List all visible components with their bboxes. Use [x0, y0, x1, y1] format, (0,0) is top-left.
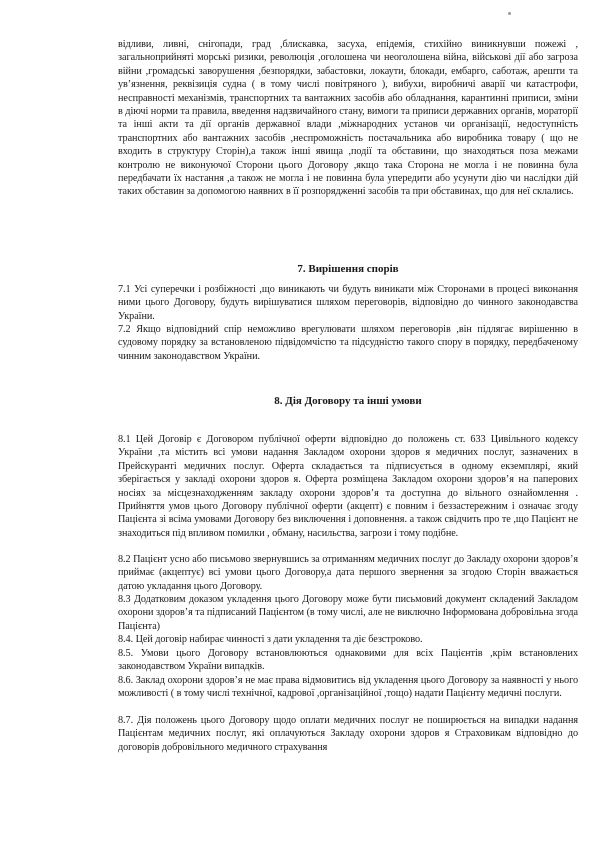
clause-8-2: 8.2 Пацієнт усно або письмово звернувшись за отриманням медичних послуг до Закладу охорони здоров’я приймає (акцептує) всі умови цього Договору,а дата першого звернення за згодою Сторін вважається датою укладання цього Договору. [118, 554, 578, 592]
clause-8-7: 8.7. Дія положень цього Договору щодо оплати медичних послуг не поширюється на випадки надання Пацієнтам медичних послуг, які оплачуються Закладу охорони здоров я Страховикам відповідно до договорів добровільного медичного страхування [118, 715, 578, 753]
clause-8-3: 8.3 Додатковим доказом укладення цього Договору може бути письмовий документ складений Закладом охорони здоров’я та підписаний Пацієнтом (в тому числі, але не виключно Інформована добровільна згода Пацієнта) [118, 594, 578, 632]
clause-8-5: 8.5. Умови цього Договору встановлюються однаковими для всіх Пацієнтів ,крім встановлених законодавством України випадків. [118, 648, 578, 673]
section-8-title: 8. Дія Договору та інші умови [274, 395, 422, 407]
scan-speck [508, 12, 511, 15]
force-majeure-paragraph: відливи, ливні, снігопади, град ,блискавка, засуха, епідемія, стихійно виникнувши пожежі , загальноприйняті морські ризики, революція ,оголошена чи неоголошена війна, військові дії або загроза війни ,громадські заворушення ,безпорядки, забастовки, локаути, блокади, ембарго, саботаж, арешти та ув’язнення, реквізиція судна ( в тому числі повітряного ), вибухи, виробничі аварії чи катастрофи, несправності механізмів, транспортних та вантажних засобів або обладнання, карантинні приписи, зміни в діючі норми та правила, введення надзвичайного стану, вимоги та приписи державних органів, мораторії та інші акти та дії органів державної влади ,міжнародних установ чи організації, недоступність транспортних або вантажних засобів ,неспроможність постачальника або виробника товару ( що не входить в структуру Сторін),а також інші явища ,події та обставини, що знаходяться поза межами контролю не виконуючої Сторони цього Договору ,якщо така Сторона не могла і не повинна була передбачати їх настання ,а також не могла і не повинна була упередити або усунути дію чи наслідки дій таких обставин за допомогою наявних в її розпорядженні засобів та при обставинах, що для неї склались. [118, 39, 578, 198]
clause-8-1: 8.1 Цей Договір є Договором публічної оферти відповідно до положень ст. 633 Цивільного кодексу України ,та містить всі умови надання Закладом охорони здоров я медичних послуг, зазначених в Прейскуранті медичних послуг. Оферта складається та підписується в одному екземплярі, який зберігається у закладі охорони здоров я. Оферта розміщена Закладом охорони здоров’я на паперових носіях за місцезнаходженням закладу охорони здоров’я та доступна до вільного ознайомлення . Прийняття умов цього Договору публічної оферти (акцепт) є повним і беззастережним і означає згоду Пацієнта зі всіма умовами Договору без виключення і доповнення. а також свідчить про те ,що Пацієнт не знаходиться під впливом помилки , обману, насильства, загрози і тому подібне. [118, 434, 578, 539]
clause-7-1: 7.1 Усі суперечки і розбіжності ,що виникають чи будуть виникати між Сторонами в процесі виконання ними цього Договору, будуть вирішуватися шляхом переговорів, відповідно до чинного законодавства України. [118, 284, 578, 322]
clause-8-4: 8.4. Цей договір набирає чинності з дати укладення та діє безстроково. [118, 634, 423, 645]
clause-7-2: 7.2 Якщо відповідний спір неможливо врегулювати шляхом переговорів ,він підлягає вирішенню в судовому порядку за встановленою підвідомчістю та підсудністю такого спору в порядку, передбаченому чинним законодавством України. [118, 324, 578, 362]
clause-8-6: 8.6. Заклад охорони здоров’я не має права відмовитись від укладення цього Договору за наявності у нього можливості ( в тому числі технічної, кадрової ,організаційної ,тощо) надати Пацієнту медичні послуги. [118, 675, 578, 700]
section-7-title: 7. Вирішення спорів [297, 263, 399, 275]
